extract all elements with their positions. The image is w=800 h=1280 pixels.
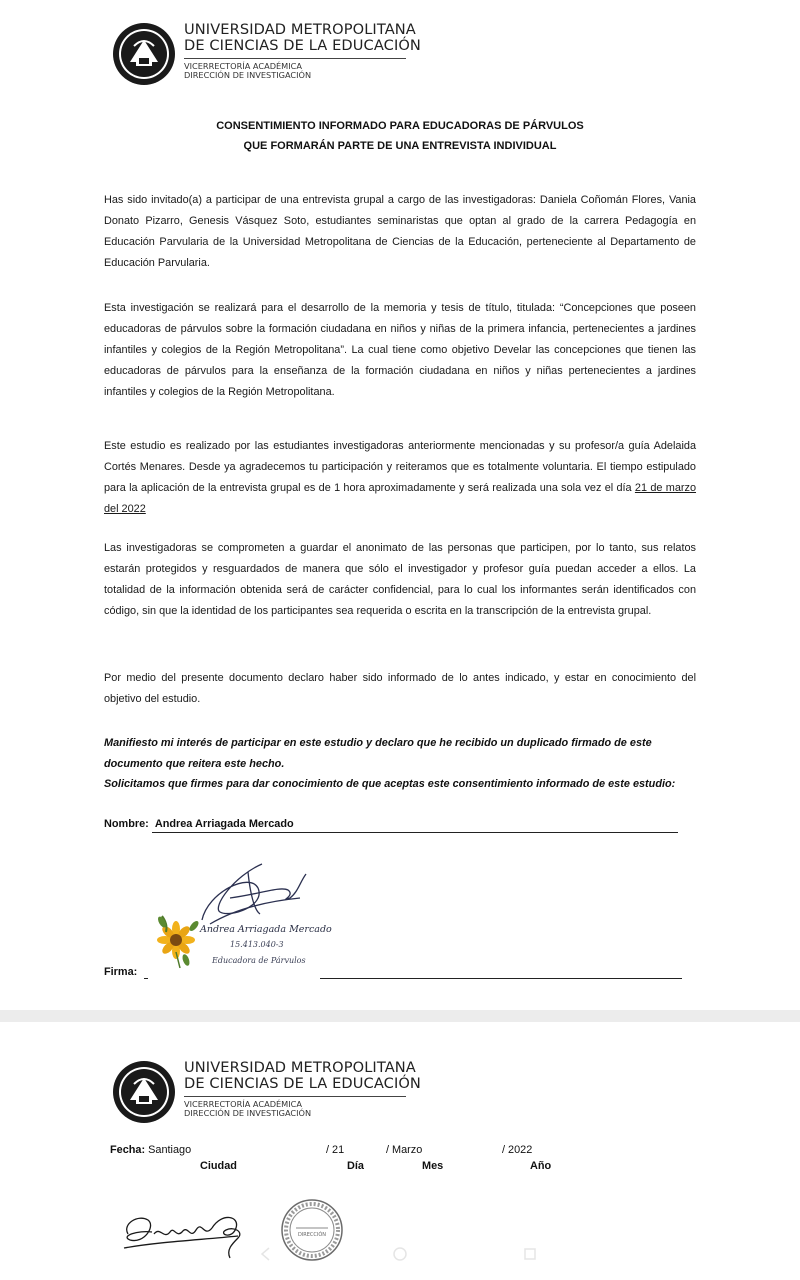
year-label: Año	[530, 1160, 552, 1172]
signature-line-start	[144, 978, 148, 979]
stamp-name: Andrea Arriagada Mercado	[200, 924, 332, 935]
direccion-label: DIRECCIÓN DE INVESTIGACIÓN	[184, 1108, 312, 1118]
university-name-line2: DE CIENCIAS DE LA EDUCACIÓN	[184, 37, 421, 54]
city-value: Santiago	[148, 1144, 192, 1156]
university-name-line1: UNIVERSIDAD METROPOLITANA	[184, 1059, 416, 1076]
city-label: Ciudad	[200, 1160, 237, 1172]
participant-name: Andrea Arriagada Mercado	[154, 818, 294, 830]
month-value: / Marzo	[386, 1144, 423, 1156]
year-value: / 2022	[502, 1144, 533, 1156]
paragraph-invitation: Has sido invitado(a) a participar de una entrevista grupal a cargo de las investigadoras: Daniela Coñomán Flores, Vania Donato Pizarro, Genesis Vásquez Soto, estudiantes seminaristas que optan al grado de la carrera Pedagogía en Educación Parvularia de la Universidad Metropolitana de Ciencias de la Educación, perteneciente al Departamento de Educación Parvularia.	[104, 194, 696, 269]
month-label: Mes	[422, 1160, 444, 1172]
name-value	[152, 816, 678, 833]
university-seal-icon	[112, 1060, 176, 1124]
direccion-label: DIRECCIÓN DE INVESTIGACIÓN	[184, 70, 312, 80]
vicerrectoria-label: VICERRECTORÍA ACADÉMICA	[184, 1099, 302, 1109]
university-name-line1: UNIVERSIDAD METROPOLITANA	[184, 21, 416, 38]
interview-date: 21 de marzo del 2022	[104, 482, 697, 515]
paragraph-study	[104, 436, 696, 520]
paragraph-anonymity: Las investigadoras se comprometen a guardar el anonimato de las personas que participen, por lo tanto, sus relatos estarán protegidos y resguardados de manera que sólo el investigador y profesor guía puedan acceder a ellos. La totalidad de la información obtenida será de carácter confidencial, para lo cual los informantes serán identificados con código, sin que la identidad de los participantes sea requerida o escrita en la transcripción de la entrevista grupal.	[104, 542, 696, 617]
stamp-rut: 15.413.040-3	[230, 940, 284, 949]
signature-request: Solicitamos que firmes para dar conocimiento de que aceptas este consentimiento informado de este estudio:	[104, 778, 676, 790]
manifest-statement: Manifiesto mi interés de participar en este estudio y declaro que he recibido un duplicado firmado de este documento que reitera este hecho.	[104, 737, 652, 770]
university-seal-icon	[112, 22, 176, 86]
university-name-line2: DE CIENCIAS DE LA EDUCACIÓN	[184, 1075, 421, 1092]
stamp-text: DIRECCIÓN	[297, 1232, 327, 1238]
signature-with-flower	[150, 852, 320, 970]
date-field	[110, 1144, 191, 1156]
day-label: Día	[347, 1160, 364, 1172]
university-header-page2	[112, 1059, 421, 1124]
paragraph-study-text: Este estudio es realizado por las estudiantes investigadoras anteriormente mencionadas y su profesor/a guía Adelaida Cortés Menares. Desde ya agradecemos tu participación y reiteramos que es totalmente voluntaria. El tiempo estipulado para la aplicación de la entrevista grupal es de 1 hora aproximadamente y será realizada una sola vez el día	[104, 440, 696, 494]
signature-label: Firma:	[104, 966, 138, 978]
signature-line	[320, 978, 682, 979]
institution-stamp-icon	[280, 1198, 344, 1262]
back-nav-icon[interactable]	[258, 1246, 274, 1262]
recents-nav-icon[interactable]	[522, 1246, 538, 1262]
stamp-role: Educadora de Párvulos	[212, 956, 306, 965]
document-title-line2: QUE FORMARÁN PARTE DE UNA ENTREVISTA INDIVIDUAL	[243, 140, 557, 152]
name-field	[104, 816, 684, 833]
university-header	[112, 21, 421, 86]
page-separator	[0, 1010, 800, 1022]
date-label: Fecha:	[110, 1144, 146, 1156]
paragraph-research: Esta investigación se realizará para el desarrollo de la memoria y tesis de título, titulada: “Concepciones que poseen educadoras de párvulos sobre la formación ciudadana en niños y niñas de la primera infancia, pertenecientes a jardines infantiles y colegios de la Región Metropolitana”. La cual tiene como objetivo Develar las concepciones que tienen las educadoras de párvulos para la enseñanza de la formación ciudadana en niños y niñas pertenecientes a jardines infantiles y colegios de la Región Metropolitana.	[104, 302, 696, 398]
name-label: Nombre:	[104, 818, 149, 830]
document-title-line1: CONSENTIMIENTO INFORMADO PARA EDUCADORAS DE PÁRVULOS	[216, 120, 584, 132]
vicerrectoria-label: VICERRECTORÍA ACADÉMICA	[184, 61, 302, 71]
header-divider	[184, 58, 406, 59]
handwritten-signature	[202, 864, 306, 924]
sunflower-icon	[156, 915, 200, 968]
paragraph-declaration: Por medio del presente documento declaro haber sido informado de lo antes indicado, y estar en conocimiento del objetivo del estudio.	[104, 672, 696, 705]
home-nav-icon[interactable]	[392, 1246, 408, 1262]
director-signature	[118, 1204, 248, 1264]
day-value: / 21	[326, 1144, 345, 1156]
header-divider	[184, 1096, 406, 1097]
